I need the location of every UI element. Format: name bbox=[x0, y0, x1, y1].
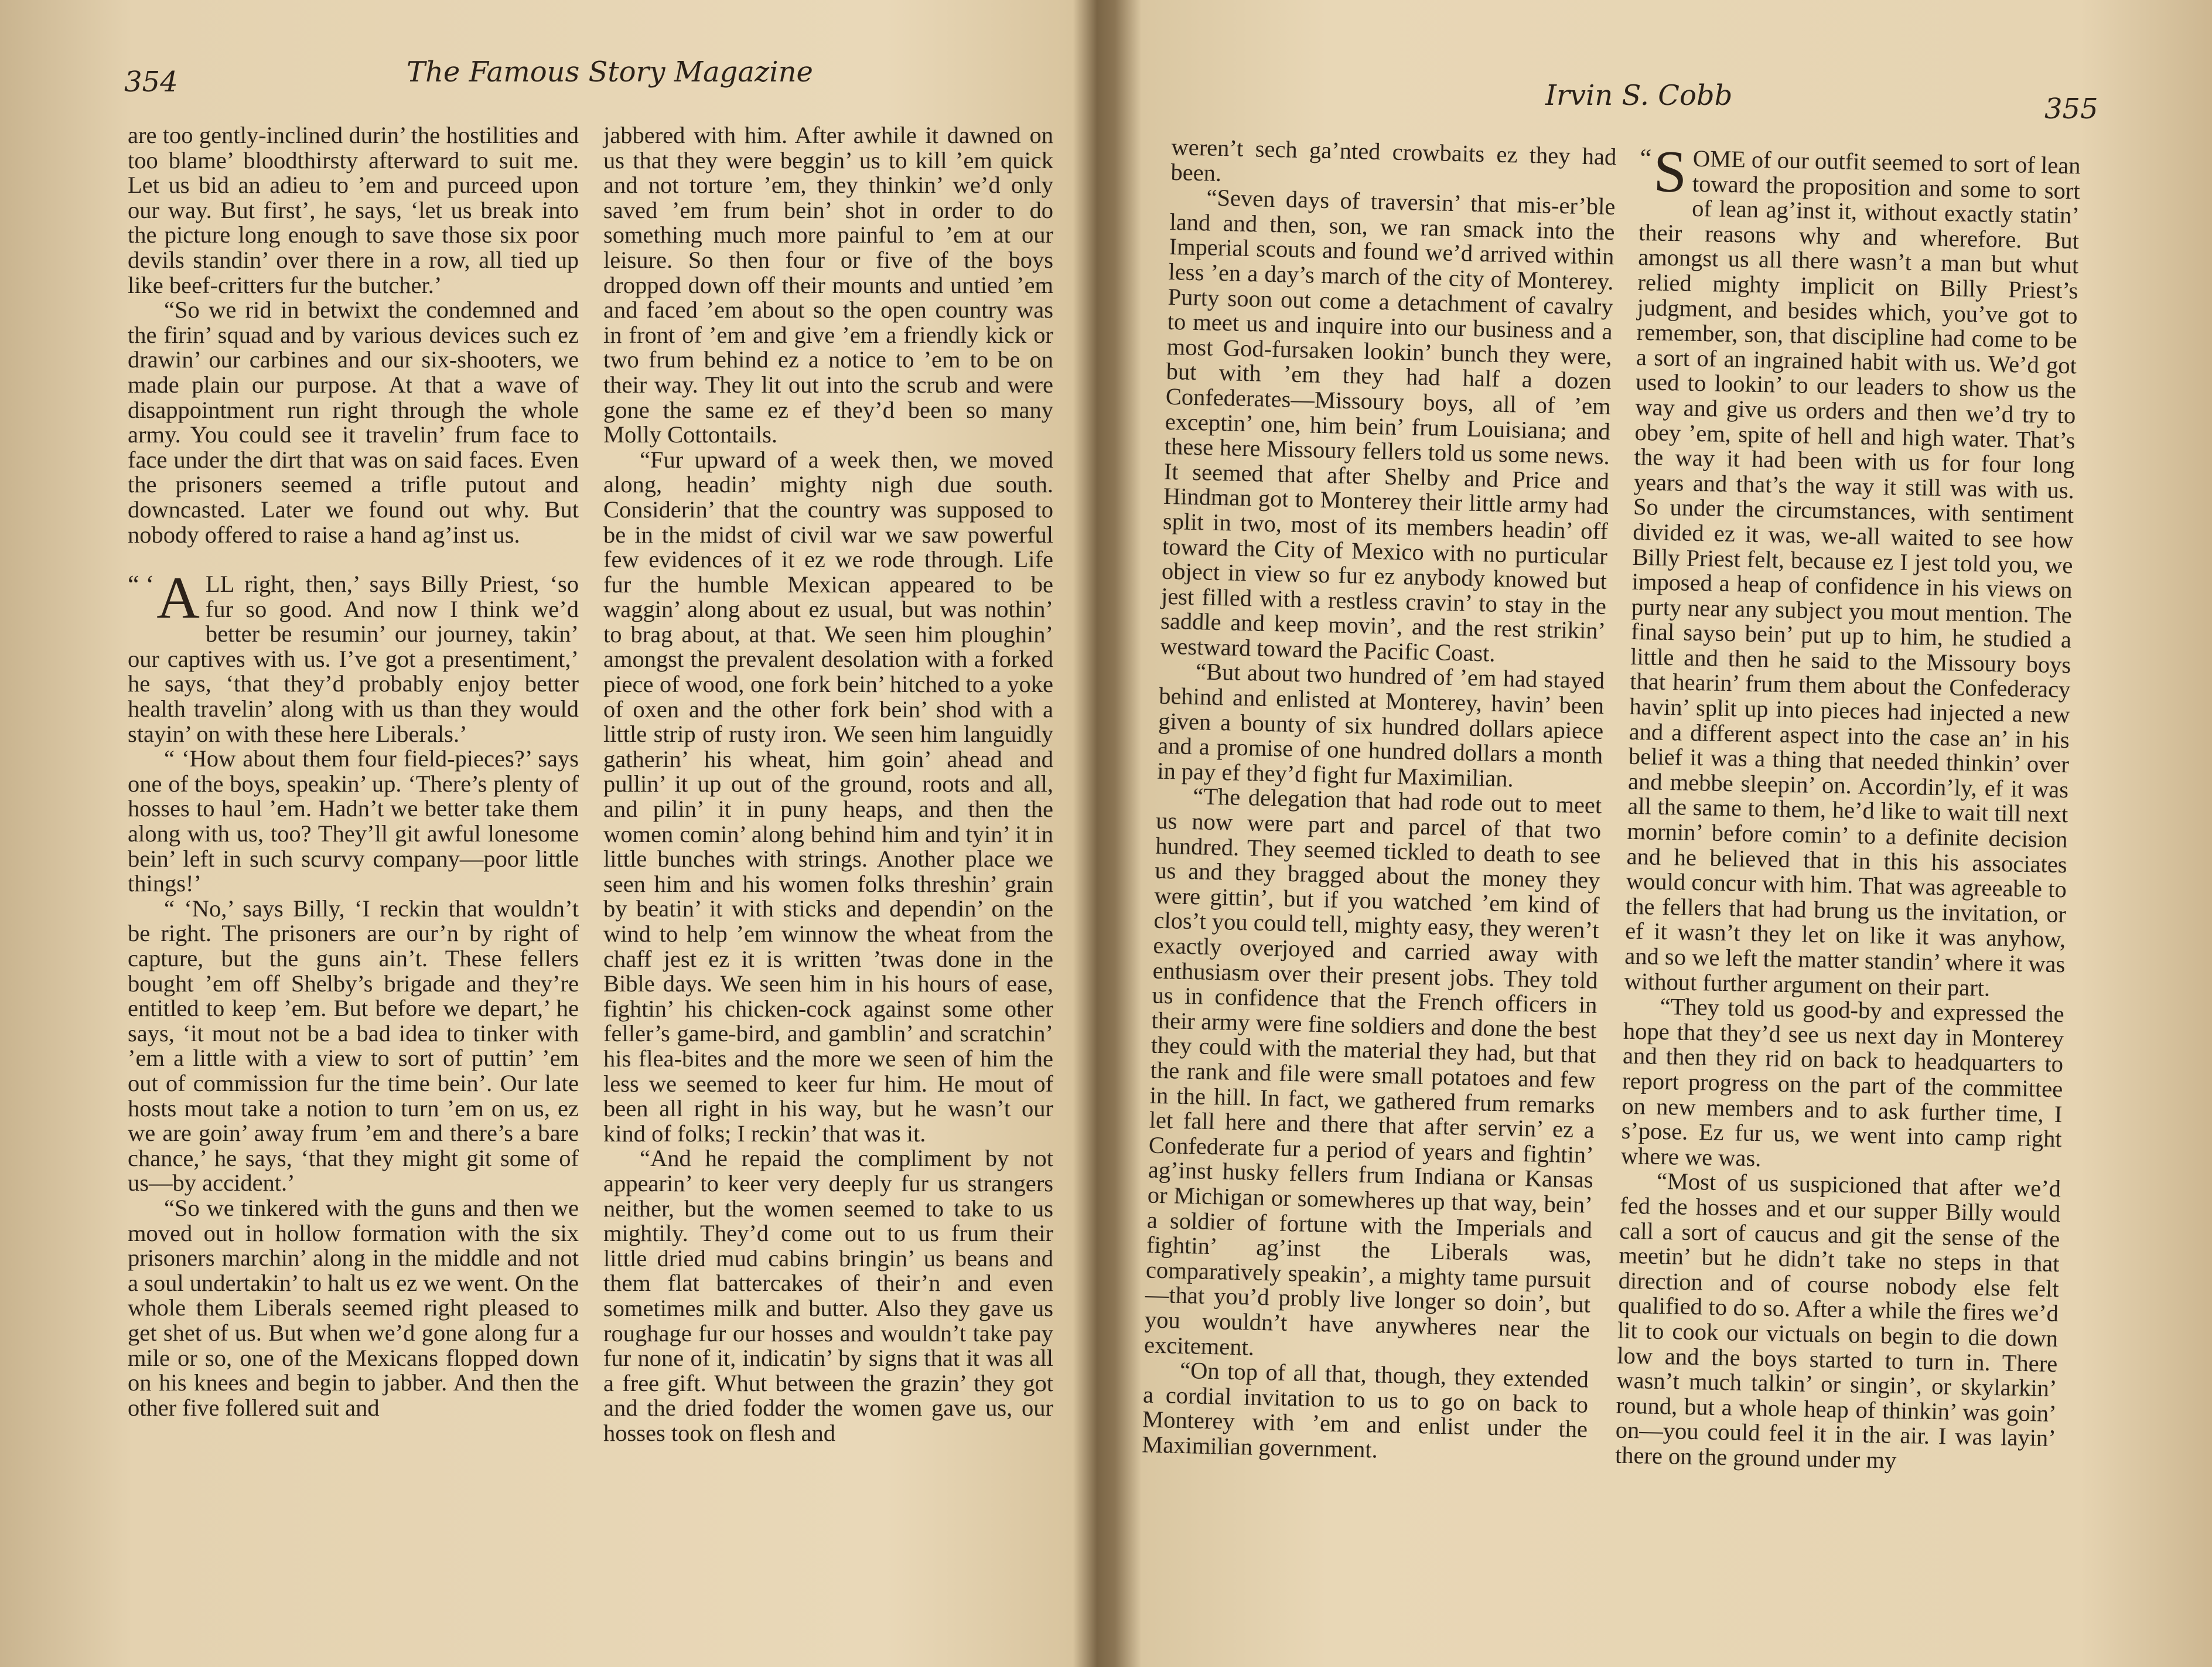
drop-cap: A bbox=[156, 565, 200, 632]
drop-cap: S bbox=[1653, 138, 1688, 206]
paragraph: “On top of all that, though, they extended a cordial invitation to us to go on back to Monterey with ’em and enlist under the Maximilian government. bbox=[1141, 1356, 1589, 1463]
paragraph: “So we tinkered with the guns and then we moved out in hollow formation with the six prisoners marchin’ along in the middle and not a soul undertakin’ to halt us ez we went. On the whole them Liberals seemed right pleased to get shet of us. But when we’d gone along fur a mile or so, one of the Mexicans flopped down on his knees and begin to jabber. And then the other five follered suit and bbox=[128, 1194, 579, 1421]
paragraph-with-drop-cap: “ ‘ A LL right, then,’ says Billy Priest, ‘so fur so good. And now I think we’d better be resumin’ our journey, takin’ our captives with us. I’ve got a presentiment,’ he says, ‘that they’d probably enjoy better health travelin’ along with us than they would stayin’ on with these here Liberals.’ bbox=[128, 565, 579, 747]
right-column-2 bbox=[1614, 138, 2081, 1476]
paragraph: “The delegation that had rode out to meet us now were part and parcel of that two hundred. They seemed tickled to death to see us and they bragged about the money they were gittin’, but if you watched ’em kind of clos’t you could tell, mighty easy, they weren’t exactly overjoyed and carried away with enthusiasm over their present jobs. They told us in confidence that the French officers in their army were fine soldiers and done the best they could with the material they had, but that the rank and file were small potatoes and few in the hill. In fact, we gathered frum remarks let fall here and there that after servin’ ez a Confederate fur a period of years and fightin’ ag’inst husky fellers frum Indiana or Kansas or Michigan or somewheres up that way, bein’ a soldier of fortune with the Imperials and fightin’ ag’inst the Liberals was, comparatively speakin’, a mighty tame pursuit—that you’d probly live longer so doin’, but you wouldn’t have anywheres near the excitement. bbox=[1143, 783, 1602, 1361]
paragraph: “Seven days of traversin’ that mis-er’ble land and then, son, we ran smack into the Imperial scouts and found we’d arrived within less ’en a day’s march of the city of Monterey. Purty soon out come a detachment of cavalry to meet us and inquire into our business and a most God-fursaken lookin’ bunch they were, but with ’em they had half a dozen Confederates—Missoury boys, all of ’em exceptin’ one, him bein’ frum Louisiana; and these here Missoury fellers told us some news. It seemed that after Shelby and Price and Hindman got to Monterey their little army had split in two, most of its members headin’ off toward the City of Mexico with no purticular object in view so fur ez anybody knowed but jest filled with a restless cravin’ to stay in the saddle and keep movin’, and the rest strikin’ westward toward the Pacific Coast. bbox=[1159, 184, 1616, 667]
paragraph: “ ‘No,’ says Billy, ‘I reckin that wouldn’t be right. The prisoners are our’n by right of capture, but the guns ain’t. These fellers bought ’em off Shelby’s brigade and they’re entitled to keep ’em. But before we depart,’ he says, ‘it mout not be a bad idea to tinker with ’em a little with a view to sort of puttin’ ’em out of commission fur the time bein’. Our late hosts mout take a notion to turn ’em on us, ez we are goin’ away frum ’em and there’s a bare chance,’ he says, ‘that they might git some of us—by accident.’ bbox=[128, 895, 579, 1196]
paragraph: “ ‘How about them four field-pieces?’ says one of the boys, speakin’ up. ‘There’s plenty of hosses to haul ’em. Hadn’t we better take them along with us, too? They’ll git awful lonesome bein’ left in such scurvy company—poor little things!’ bbox=[128, 745, 579, 897]
opening-quote: “ ‘ bbox=[128, 570, 155, 599]
paragraph: “They told us good-by and expressed the hope that they’d see us next day in Monterey and then they rid on back to headquarters to report progress on the part of the committee on new members and to ask further time, I s’pose. Ez fur us, we went into camp right where we was. bbox=[1620, 993, 2065, 1172]
left-column-1 bbox=[128, 123, 579, 1420]
paragraph: “Fur upward of a week then, we moved along, headin’ mighty nigh due south. Considerin’ that the country was supposed to be in the midst of civil war we saw powerful few evidences of it ez we rode through. Life fur the humble Mexican appeared to be waggin’ along about ez usual, but was nothin’ to brag about, at that. We seen him ploughin’ amongst the prevalent desolation with a forked piece of wood, one fork bein’ hitched to a yoke of oxen and the other fork bein’ shod with a little strip of rusty iron. We seen him languidly gatherin’ his wheat, him goin’ ahead and pullin’ it up out of the ground, roots and all, and pilin’ it in puny heaps, and then the women comin’ along behind him and tyin’ it in little bunches with strings. Another place we seen him and his women folks threshin’ grain by beatin’ it with sticks and dependin’ on the wind to help ’em winnow the wheat from the chaff jest ez it is written ’twas done in the Bible days. We seen him in his hours of ease, fightin’ his chicken-cock against some other feller’s game-bird, and gamblin’ and scratchin’ his flea-bites and the more we seen of him the less we seemed to keer fur him. He mout of been all right in his way, but he wasn’t our kind of folks; I reckin’ that was it. bbox=[603, 446, 1053, 1147]
paragraph: weren’t sech ga’nted crowbaits ez they had been. bbox=[1170, 134, 1617, 186]
paragraph: jabbered with him. After awhile it dawned on us that they were beggin’ us to kill ’em quick and not torture ’em, they thinkin’ we’d only saved ’em frum bein’ shot in order to do something much more painful to ’em at our leisure. So then four or five of the boys dropped down off their mounts and untied ’em and faced ’em about so the open country was in front of ’em and give ’em a friendly kick or two frum behind ez a notice to ’em to be on their way. They lit out into the scrub and were gone the same ez ef they’d been so many Molly Cottontails. bbox=[603, 122, 1053, 448]
page-number: 355 bbox=[2044, 93, 2098, 125]
paragraph: “And he repaid the compliment by not appearin’ to keer very deeply fur us strangers neither, but the women seemed to take to us mightily. They’d come out to us frum their little dried mud cabins bringin’ us beans and them flat battercakes of their’n and even sometimes milk and butter. Also they gave us roughage fur our hosses and wouldn’t take pay fur none of it, indicatin’ by signs that it was all a free gift. Whut between the grazin’ they got and the dried fodder the women gave us, our hosses took on flesh and bbox=[603, 1145, 1053, 1446]
paragraph: “So we rid in betwixt the condemned and the firin’ squad and by various devices such ez drawin’ our carbines and our six-shooters, we made plain our purpose. At that a wave of disappointment run right through the whole army. You could see it travelin’ frum face to face under the dirt that was on said faces. Even the prisoners seemed a trifle putout and downcasted. Later we found out why. But nobody offered to raise a hand ag’inst us. bbox=[128, 296, 579, 548]
right-page bbox=[1113, 0, 2212, 1667]
running-head: Irvin S. Cobb bbox=[1545, 79, 1733, 112]
left-column-2 bbox=[603, 123, 1053, 1446]
paragraph: “Most of us suspicioned that after we’d fed the hosses and et our supper Billy would call a sort of caucus and git the sense of the meetin’ but he didn’t take no steps in that direction and of course nobody else felt qualified to do so. After a while the fires we’d lit to cook our victuals on begin to die down low and the boys started to turn in. There wasn’t much talkin’ or singin’, or skylarkin’ round, but a whole heap of thinkin’ was goin’ on—you could feel it in the air. I was layin’ there on the ground under my bbox=[1614, 1168, 2061, 1474]
paragraph: “But about two hundred of ’em had stayed behind and enlisted at Monterey, havin’ been given a bounty of six hundred dollars apiece and a promise of one hundred dollars a month in pay ef they’d fight fur Maximilian. bbox=[1156, 658, 1605, 792]
paragraph-with-drop-cap: “ S OME of our outfit seemed to sort of lean toward the proposition and some to sort of lean ag’inst it, without exactly statin’ their reasons why and wherefore. But amongst us all there wasn’t a man but whut relied mighty implicit on Billy Priest’s judgment, and besides which, you’ve got to remember, son, that discipline had come to be a sort of an ingrained habit with us. We’d got used to lookin’ to our leaders to show us the way and give us orders and then we’d try to obey ’em, spite of hell and high water. That’s the way it had been with us for four long years and that’s the way it still was with us. So under the circumstances, with sentiment divided ez it was, we-all waited to see how Billy Priest felt, because ez I jest told you, we imposed a heap of confidence in his views on purty near any subject you mout mention. The final sayso bein’ put up to him, he studied a little and then he said to the Missoury boys that hearin’ frum them about the Confederacy havin’ split up into pieces had injected a new and a different aspect into the case an’ in his belief it was a thing that needed thinkin’ over and mebbe sleepin’ on. Accordin’ly, ef it was all the same to them, he’d like to wait till next mornin’ before comin’ to a definite decision and he believed that in this his associates would concur with him. That was agreeable to the fellers that had brung us the invitation, or ef it wasn’t they let on like it was anyhow, and so we left the matter standin’ where it was without further argument on their part. bbox=[1624, 138, 2081, 1001]
left-page bbox=[0, 0, 1090, 1667]
opening-quote: “ bbox=[1640, 144, 1652, 173]
running-head: The Famous Story Magazine bbox=[407, 56, 813, 88]
right-column-1 bbox=[1142, 135, 1617, 1467]
paragraph: are too gently-inclined durin’ the hostilities and too blame’ bloodthirsty afterward to suit me. Let us bid an adieu to ’em and purceed upon our way. But first’, he says, ‘let us break into the picture long enough to save those six poor devils standin’ over there in a row, all tied up like beef-critters fur the butcher.’ bbox=[128, 122, 579, 298]
page-number: 354 bbox=[124, 66, 178, 98]
